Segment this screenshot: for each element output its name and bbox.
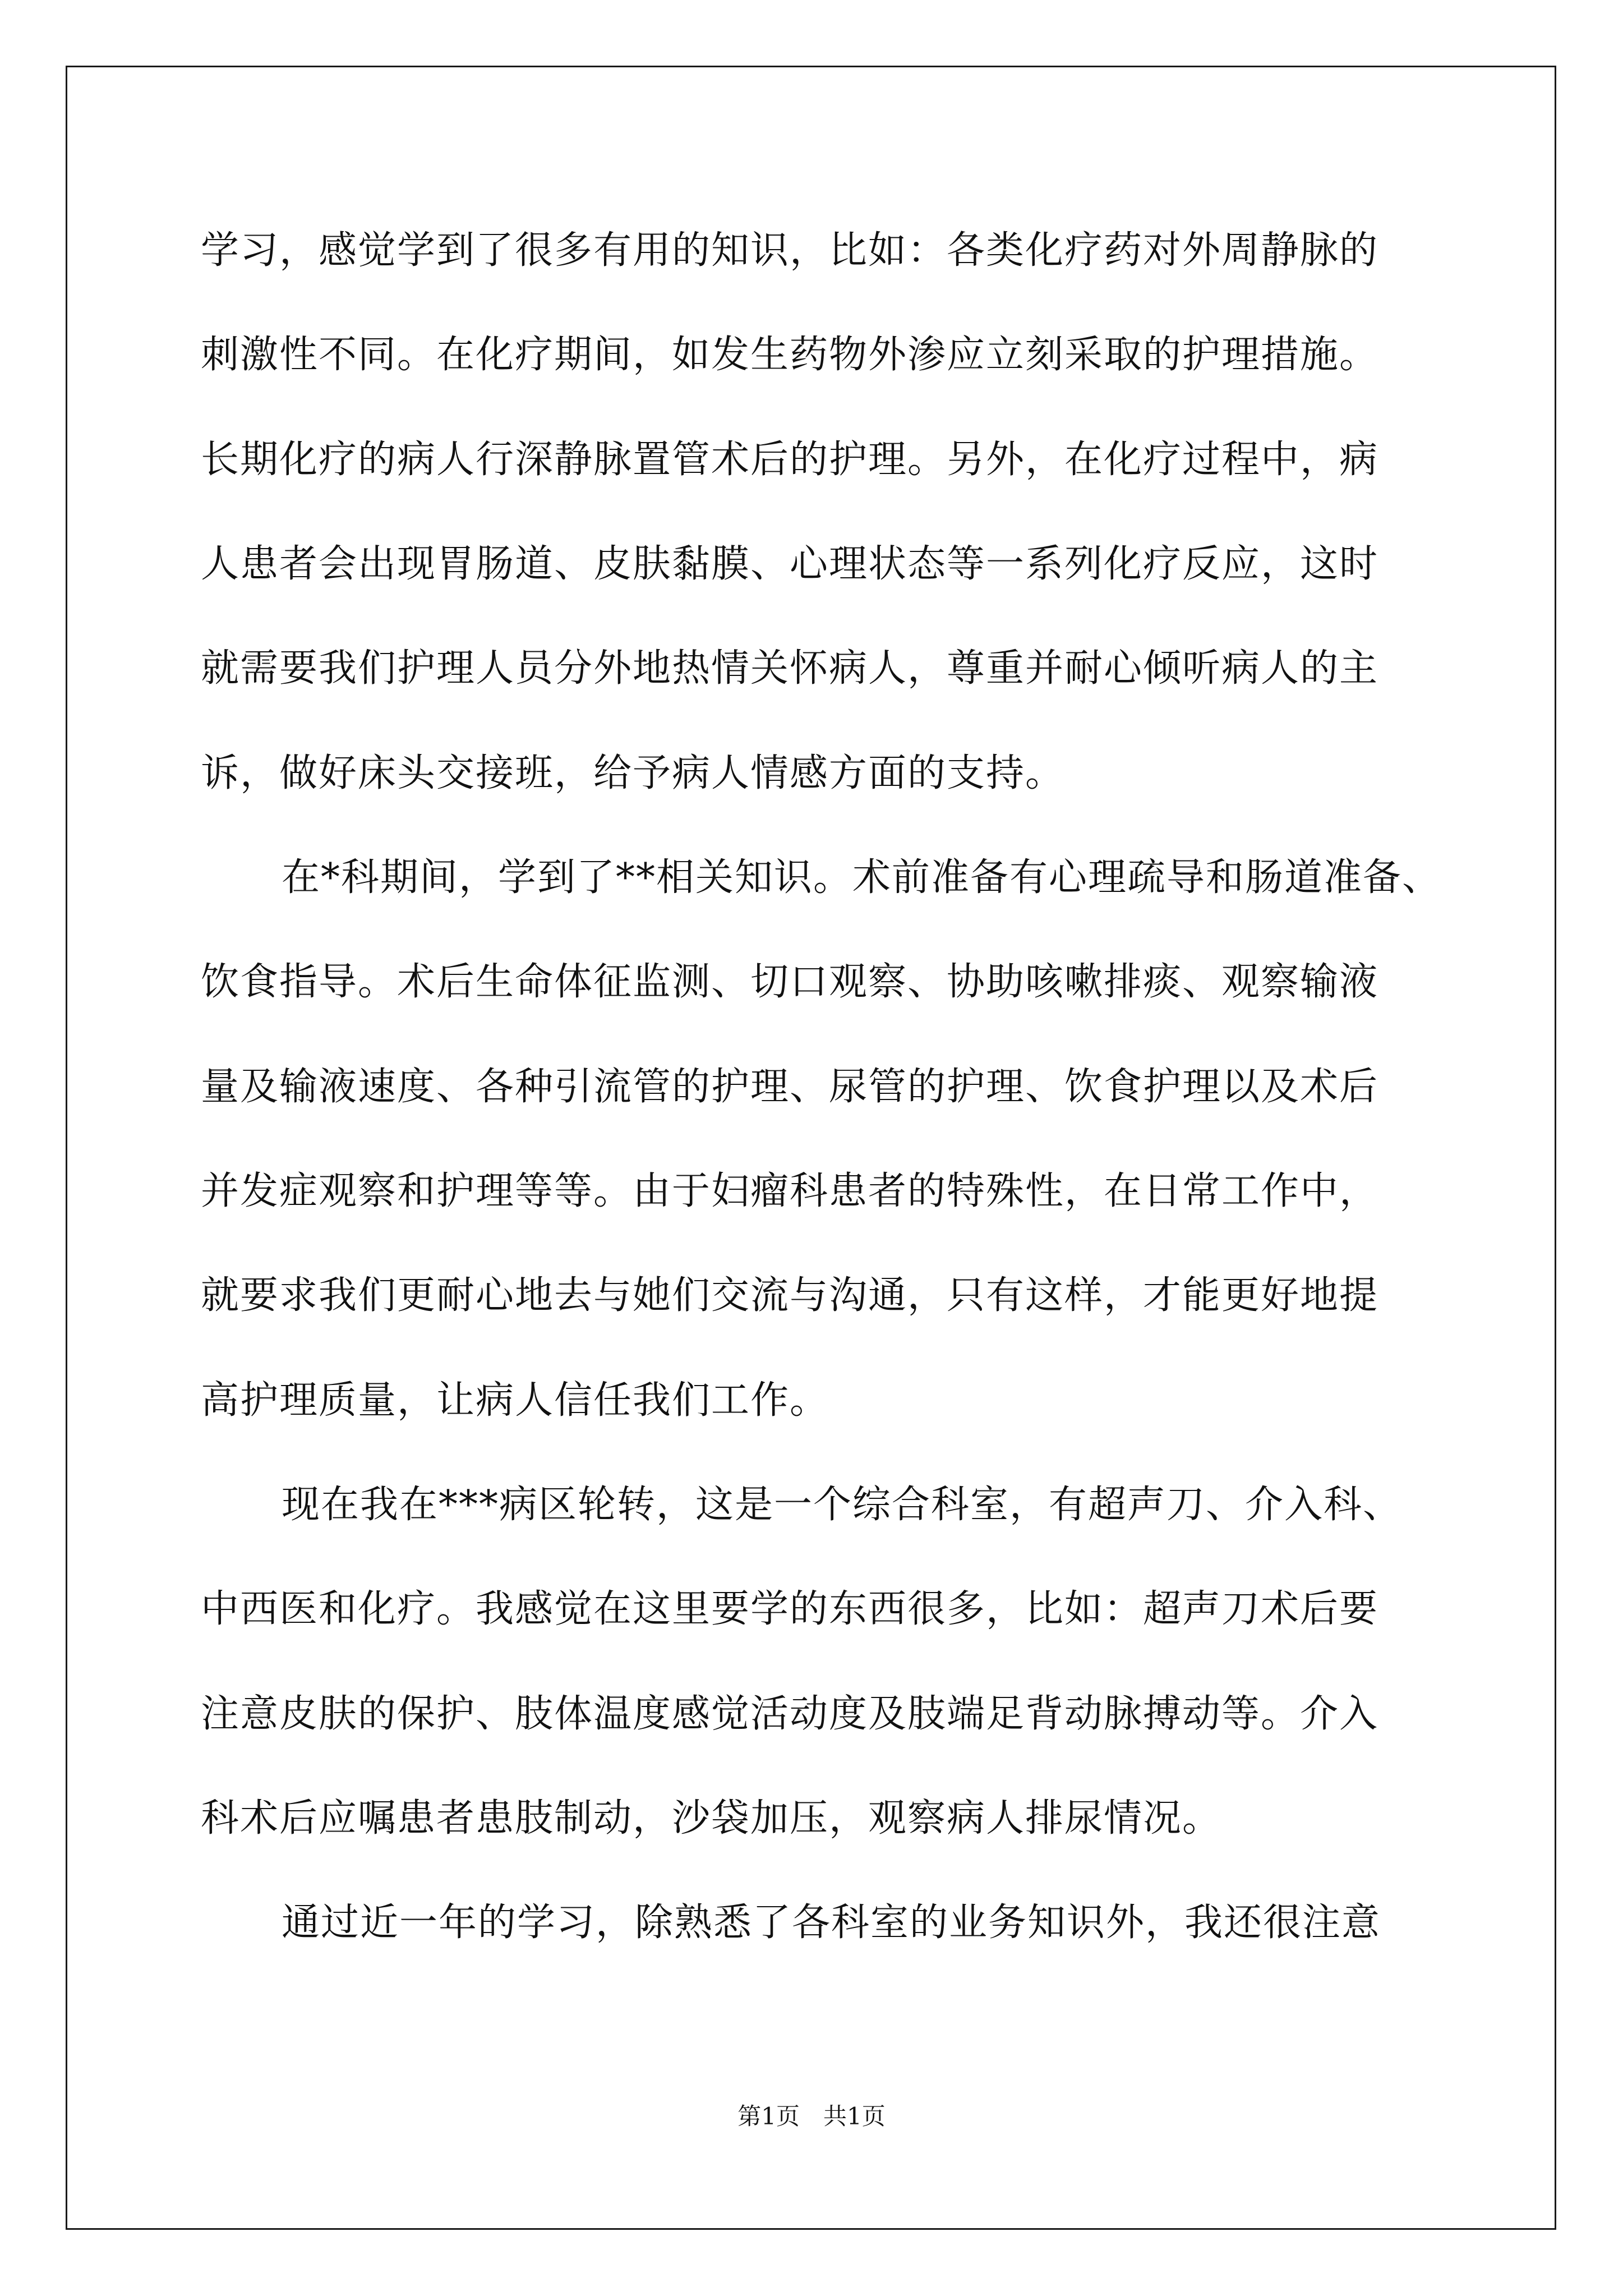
body-line: 学习，感觉学到了很多有用的知识，比如：各类化疗药对外周静脉的 (201, 228, 1379, 273)
body-line: 量及输液速度、各种引流管的护理、尿管的护理、饮食护理以及术后 (201, 1065, 1379, 1109)
body-line: 注意皮肤的保护、肢体温度感觉活动度及肢端足背动脉搏动等。介入 (201, 1692, 1379, 1736)
page-number-footer: 第1页 共1页 (737, 2102, 886, 2130)
paragraph-first-line: 现在我在***病区轮转，这是一个综合科室，有超声刀、介入科、 (282, 1483, 1403, 1527)
body-line: 就需要我们护理人员分外地热情关怀病人，尊重并耐心倾听病人的主 (201, 646, 1379, 691)
body-line: 长期化疗的病人行深静脉置管术后的护理。另外，在化疗过程中，病 (201, 438, 1379, 482)
body-line: 刺激性不同。在化疗期间，如发生药物外渗应立刻采取的护理措施。 (201, 333, 1379, 377)
paragraph-first-line: 在*科期间，学到了**相关知识。术前准备有心理疏导和肠道准备、 (282, 855, 1442, 900)
body-line: 饮食指导。术后生命体征监测、切口观察、协助咳嗽排痰、观察输液 (201, 960, 1379, 1004)
body-line: 人患者会出现胃肠道、皮肤黏膜、心理状态等一系列化疗反应，这时 (201, 542, 1379, 586)
paragraph-first-line: 通过近一年的学习，除熟悉了各科室的业务知识外，我还很注意 (282, 1901, 1381, 1945)
body-line: 中西医和化疗。我感觉在这里要学的东西很多，比如：超声刀术后要 (201, 1587, 1379, 1631)
body-line: 高护理质量，让病人信任我们工作。 (201, 1378, 829, 1423)
body-line: 科术后应嘱患者患肢制动，沙袋加压，观察病人排尿情况。 (201, 1796, 1222, 1841)
body-line: 就要求我们更耐心地去与她们交流与沟通，只有这样，才能更好地提 (201, 1273, 1379, 1318)
body-line: 诉，做好床头交接班，给予病人情感方面的支持。 (201, 751, 1065, 795)
body-line: 并发症观察和护理等等。由于妇瘤科患者的特殊性，在日常工作中， (201, 1169, 1379, 1213)
